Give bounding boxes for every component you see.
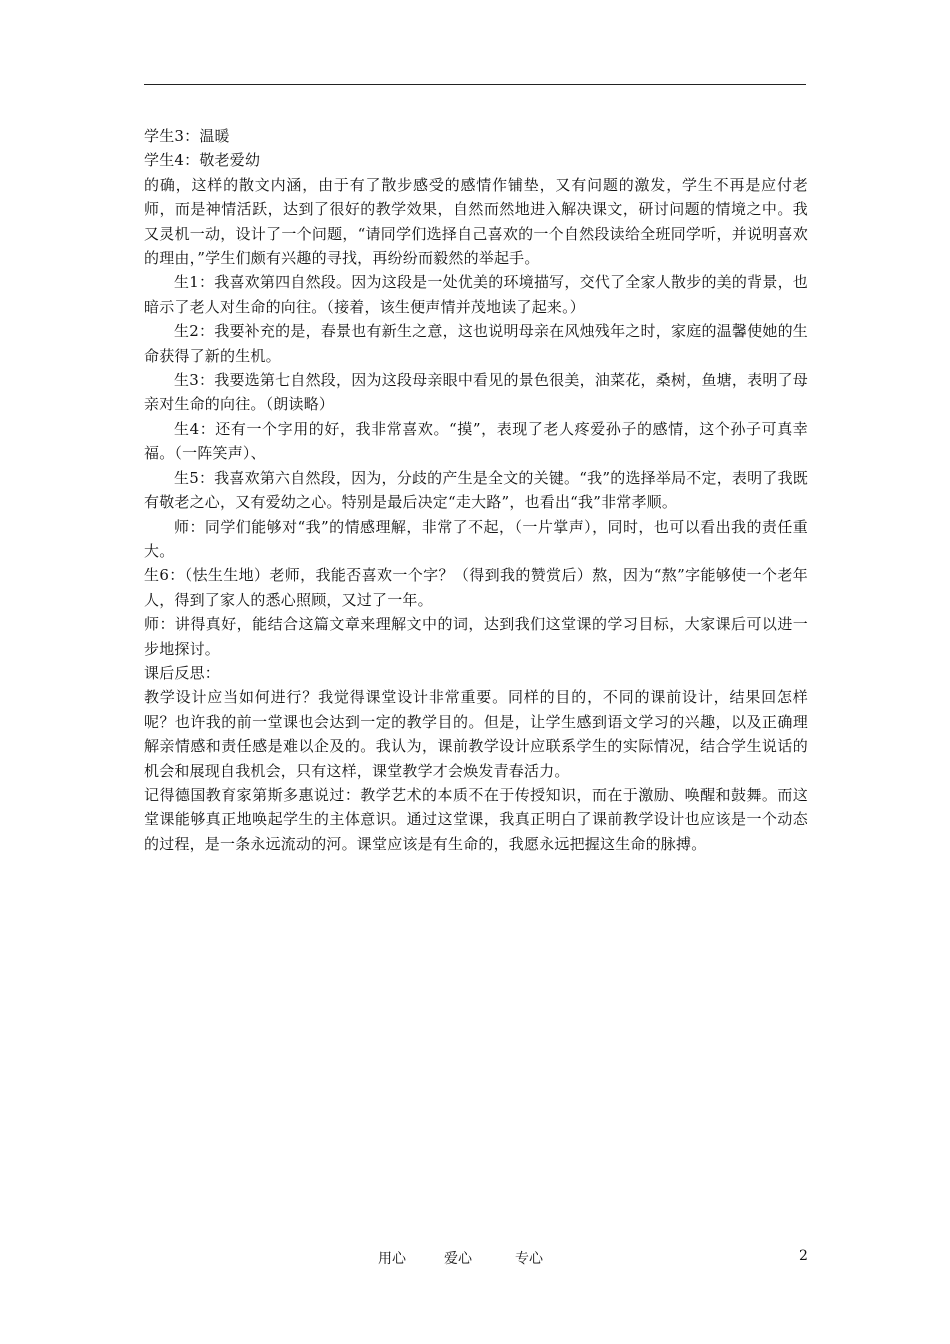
section-heading: 课后反思： xyxy=(144,663,221,682)
footer-motto-2: 爱心 xyxy=(444,1251,472,1267)
paragraph: 生6：（怯生生地）老师，我能否喜欢一个字？（得到我的赞赏后）熬，因为“熬”字能够使一个老年人，得到了家人的悉心照顾，又过了一年。 xyxy=(144,566,808,609)
paragraph: 生3：我要选第七自然段，因为这段母亲眼中看见的景色很美，油菜花，桑树，鱼塘，表明了母亲对生命的向往。（朗读略） xyxy=(144,371,808,414)
paragraph: 生1：我喜欢第四自然段。因为这段是一处优美的环境描写，交代了全家人散步的美的背景，也暗示了老人对生命的向往。（接着，该生便声情并茂地读了起来。） xyxy=(144,273,808,316)
paragraph: 学生3：温暖 xyxy=(144,127,230,145)
footer-motto-3: 专心 xyxy=(515,1251,543,1267)
paragraph: 生2：我要补充的是，春景也有新生之意，这也说明母亲在风烛残年之时，家庭的温馨使她的生命获得了新的生机。 xyxy=(144,322,808,365)
header-rule xyxy=(144,84,806,85)
paragraph: 记得德国教育家第斯多惠说过：教学艺术的本质不在于传授知识，而在于激励、唤醒和鼓舞。而这堂课能够真正地唤起学生的主体意识。通过这堂课，我真正明白了课前教学设计也应该是一个动态的过程，是一条永远流动的河。课堂应该是有生命的，我愿永远把握这生命的脉搏。 xyxy=(144,785,808,853)
page-footer xyxy=(0,1248,950,1270)
paragraph: 生5：我喜欢第六自然段，因为，分歧的产生是全文的关键。“我”的选择举局不定，表明了我既有敬老之心，又有爱幼之心。特别是最后决定“走大路”，也看出“我”非常孝顺。 xyxy=(144,468,808,512)
footer-motto-1: 用心 xyxy=(378,1251,406,1267)
paragraph: 的确，这样的散文内涵，由于有了散步感受的感情作铺垫，又有问题的激发，学生不再是应付老师，而是神情活跃，达到了很好的教学效果，自然而然地进入解决课文，研讨问题的情境之中。我又灵机一动，设计了一个问题，“请同学们选择自己喜欢的一个自然段读给全班同学听，并说明喜欢的理由，”学生们颇有兴趣的寻找，再纷纷而毅然的举起手。 xyxy=(144,175,808,268)
paragraph: 学生4：敬老爱幼 xyxy=(144,151,261,170)
paragraph: 师：同学们能够对“我”的情感理解，非常了不起，（一片掌声），同时，也可以看出我的责任重大。 xyxy=(144,517,808,560)
page-number: 2 xyxy=(799,1248,808,1264)
footer-motto xyxy=(378,1248,543,1328)
paragraph: 生4：还有一个字用的好，我非常喜欢。“摸”，表现了老人疼爱孙子的感情，这个孙子可真幸福。（一阵笑声）、 xyxy=(144,419,808,463)
document-body xyxy=(144,124,808,856)
paragraph: 师：讲得真好，能结合这篇文章来理解文中的词，达到我们这堂课的学习目标，大家课后可以进一步地探讨。 xyxy=(144,615,808,658)
paragraph: 教学设计应当如何进行？我觉得课堂设计非常重要。同样的目的，不同的课前设计，结果回怎样呢？也许我的前一堂课也会达到一定的教学目的。但是，让学生感到语文学习的兴趣，以及正确理解亲情感和责任感是难以企及的。我认为，课前教学设计应联系学生的实际情况，结合学生说话的机会和展现自我机会，只有这样，课堂教学才会焕发青春活力。 xyxy=(144,688,808,780)
